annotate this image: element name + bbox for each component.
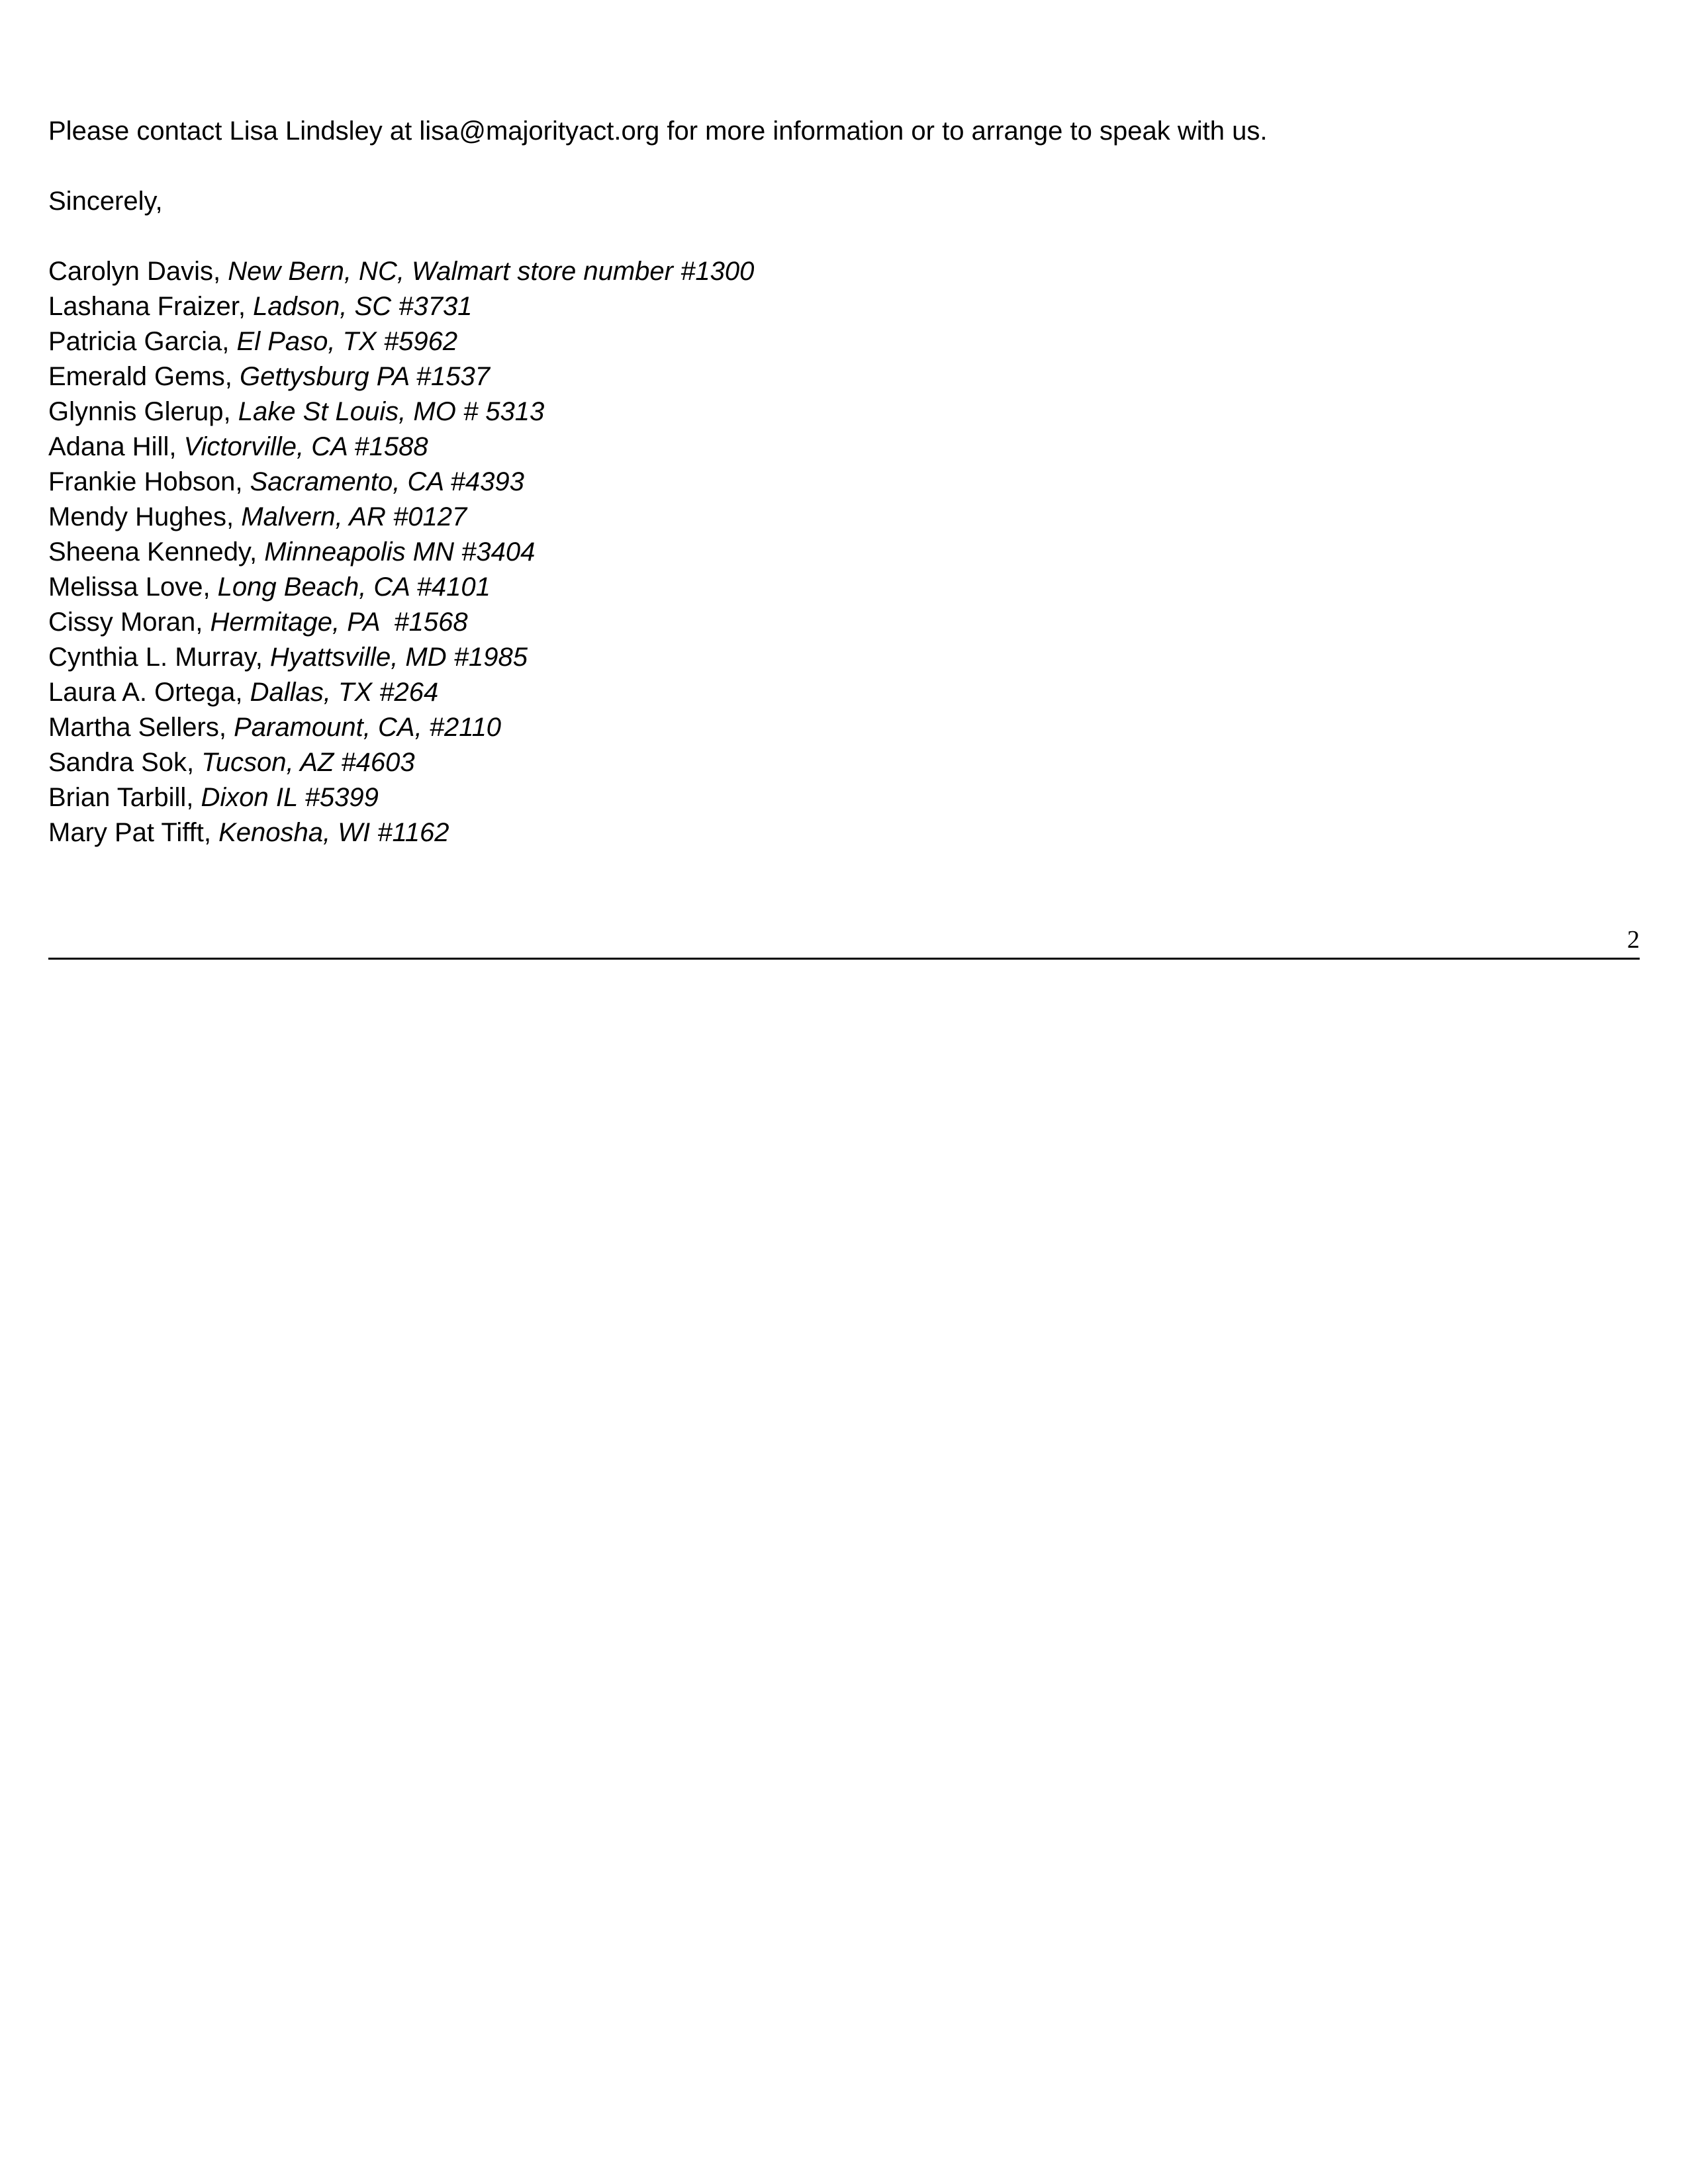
- signatory-item: [48, 324, 1637, 359]
- signatory-name: Martha Sellers,: [48, 713, 234, 742]
- signatory-name: Patricia Garcia,: [48, 327, 237, 356]
- signatory-location: Lake St Louis, MO # 5313: [238, 397, 545, 426]
- signatory-name: Cissy Moran,: [48, 608, 211, 637]
- signatory-name: Sheena Kennedy,: [48, 537, 265, 567]
- signatory-name: Frankie Hobson,: [48, 467, 250, 496]
- signatory-location: Malvern, AR #0127: [241, 502, 467, 531]
- signatory-item: [48, 394, 1637, 430]
- signatory-item: [48, 745, 1637, 780]
- signatory-location: New Bern, NC, Walmart store number #1300: [228, 257, 755, 286]
- signatory-item: [48, 640, 1637, 675]
- signatory-location: Sacramento, CA #4393: [250, 467, 524, 496]
- signatory-item: [48, 780, 1637, 815]
- signatory-name: Adana Hill,: [48, 432, 184, 461]
- signatory-item: [48, 430, 1637, 465]
- signatory-location: Gettysburg PA #1537: [239, 362, 490, 391]
- page-number: 2: [1627, 926, 1640, 954]
- signatory-item: [48, 254, 1637, 289]
- signatory-item: [48, 710, 1637, 745]
- signatory-location: Hermitage, PA #1568: [210, 608, 468, 637]
- signatory-location: Long Beach, CA #4101: [217, 572, 491, 602]
- signatory-location: Paramount, CA, #2110: [234, 713, 502, 742]
- signatory-name: Mendy Hughes,: [48, 502, 242, 531]
- signatory-location: Kenosha, WI #1162: [218, 818, 449, 847]
- signatory-name: Brian Tarbill,: [48, 783, 201, 812]
- signatory-item: [48, 535, 1637, 570]
- signatory-item: [48, 815, 1637, 850]
- signatory-name: Glynnis Glerup,: [48, 397, 238, 426]
- signatory-item: [48, 675, 1637, 710]
- signatory-location: Hyattsville, MD #1985: [269, 643, 528, 672]
- signatory-name: Emerald Gems,: [48, 362, 240, 391]
- signatory-item: [48, 359, 1637, 394]
- signatory-location: Ladson, SC #3731: [253, 292, 473, 321]
- signatory-list: [48, 254, 1637, 850]
- signatory-location: El Paso, TX #5962: [236, 327, 458, 356]
- signatory-location: Dallas, TX #264: [250, 678, 439, 707]
- footer-divider: [48, 958, 1640, 960]
- signatory-name: Carolyn Davis,: [48, 257, 228, 286]
- signatory-name: Mary Pat Tifft,: [48, 818, 219, 847]
- signatory-location: Victorville, CA #1588: [183, 432, 428, 461]
- signatory-item: [48, 570, 1637, 605]
- signatory-location: Minneapolis MN #3404: [264, 537, 536, 567]
- letter-body: [48, 114, 1637, 850]
- signatory-name: Cynthia L. Murray,: [48, 643, 270, 672]
- signatory-item: [48, 605, 1637, 640]
- signatory-name: Sandra Sok,: [48, 748, 202, 777]
- signatory-location: Dixon IL #5399: [201, 783, 379, 812]
- contact-line: Please contact Lisa Lindsley at lisa@majorityact.org for more information or to arrange to speak with us.: [48, 116, 1268, 146]
- signatory-name: Laura A. Ortega,: [48, 678, 250, 707]
- signatory-item: [48, 289, 1637, 324]
- signatory-name: Melissa Love,: [48, 572, 218, 602]
- signatory-name: Lashana Fraizer,: [48, 292, 254, 321]
- closing-line: Sincerely,: [48, 187, 163, 216]
- signatory-item: [48, 500, 1637, 535]
- signatory-item: [48, 465, 1637, 500]
- signatory-location: Tucson, AZ #4603: [201, 748, 415, 777]
